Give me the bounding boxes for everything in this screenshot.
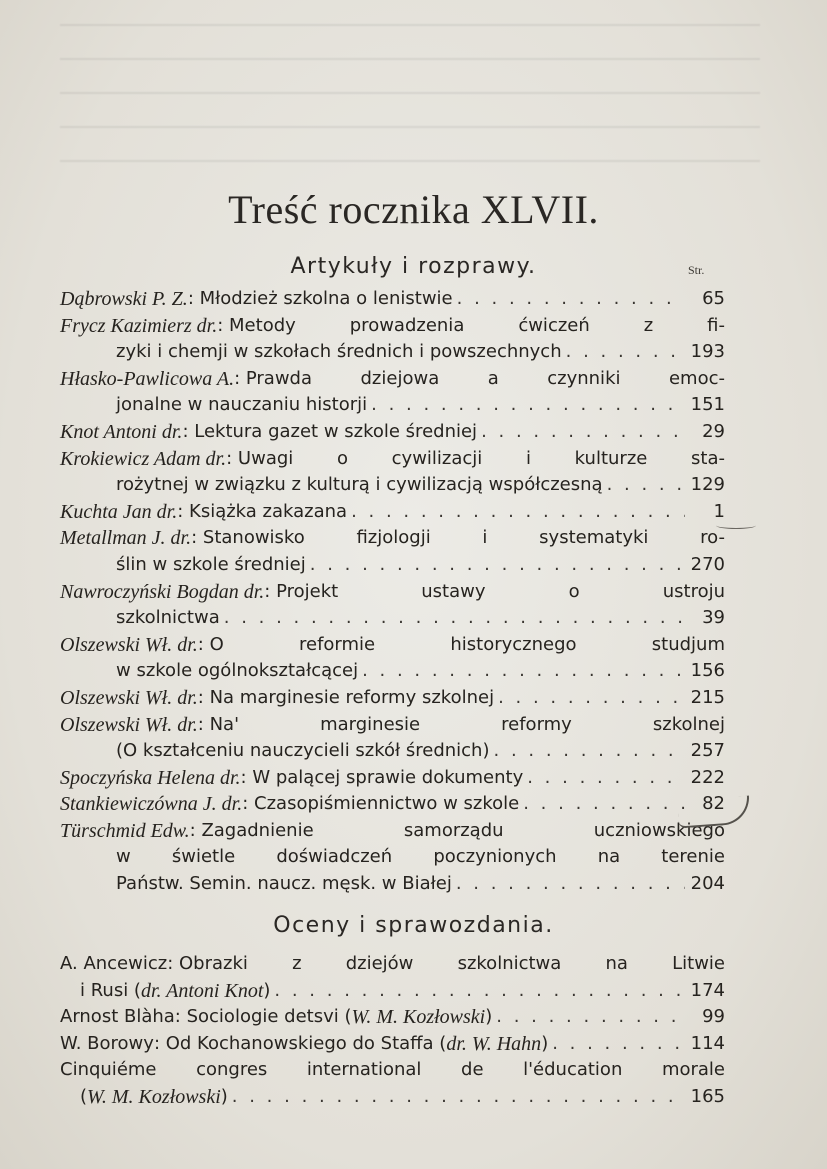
author-separator: : — [197, 713, 210, 735]
entry-title: Młodzież szkolna o lenistwie — [199, 288, 453, 309]
author-separator: : — [242, 793, 255, 815]
toc-entry — [60, 525, 725, 578]
toc-line — [60, 446, 725, 473]
bleed-through-text — [60, 0, 760, 170]
toc-entry — [60, 1031, 725, 1058]
toc-line — [60, 1004, 725, 1031]
entry-title: rożytnej w związku z kulturą i cywilizacją współczesną — [116, 474, 603, 496]
reviews-list — [60, 951, 725, 1111]
page-number: 204 — [690, 873, 725, 895]
dot-leader — [347, 499, 685, 526]
toc-line — [60, 818, 725, 845]
entry-author: Olszewski Wł. dr. — [60, 686, 198, 709]
page-number: 1 — [713, 500, 725, 522]
dot-leader — [562, 339, 685, 366]
toc-entry — [60, 286, 725, 313]
author-separator: : — [182, 420, 195, 442]
page-column-label: Str. — [688, 263, 705, 277]
toc-line — [60, 419, 725, 446]
dot-leader — [453, 286, 685, 313]
author-separator: : — [187, 288, 200, 309]
page-number: 222 — [690, 766, 725, 788]
author-separator: : — [240, 766, 253, 788]
author-separator: : — [197, 633, 210, 655]
page-number: 39 — [702, 607, 725, 629]
entry-title: O reformie historycznego studjum — [209, 633, 725, 655]
toc-line — [60, 605, 725, 632]
entry-title: ) — [485, 1006, 493, 1028]
entry-title: Lektura gazet w szkole średniej — [194, 420, 478, 442]
toc-line — [60, 1057, 725, 1084]
entry-author: Olszewski Wł. dr. — [60, 713, 198, 736]
toc-line — [60, 579, 725, 606]
dot-leader — [270, 978, 684, 1005]
page-number: 174 — [690, 979, 725, 1001]
toc-line — [60, 765, 725, 792]
toc-line — [60, 978, 725, 1005]
toc-entry — [60, 419, 725, 446]
dot-leader — [358, 658, 685, 685]
toc-line — [60, 685, 725, 712]
page-number: 82 — [702, 793, 725, 815]
toc-line — [60, 366, 725, 393]
author-separator: : — [191, 527, 203, 549]
entry-author: Nawroczyński Bogdan dr. — [60, 580, 265, 603]
entry-author: Hłasko-Pawlicowa A. — [60, 367, 235, 390]
dot-leader — [490, 738, 685, 765]
entry-title: ) — [263, 979, 271, 1001]
dot-leader — [477, 419, 685, 446]
author-separator: : — [197, 686, 210, 708]
entry-author: Arnost Blàha — [60, 1006, 175, 1028]
entry-title: Metody prowadzenia ćwiczeń z fi- — [229, 314, 725, 336]
entry-title: Prawda dziejowa a czynniki emoc- — [245, 367, 725, 389]
toc-entry — [60, 791, 725, 818]
entry-title: ( — [80, 1085, 88, 1107]
entry-title: jonalne w nauczaniu historji — [116, 394, 368, 416]
toc-line — [60, 712, 725, 739]
page-number: 257 — [690, 740, 725, 762]
toc-line — [60, 525, 725, 552]
entry-author: Dąbrowski P. Z. — [60, 288, 188, 310]
entry-title: Obrazki z dziejów szkolnictwa na Litwie — [179, 953, 725, 974]
pencil-mark — [677, 796, 751, 829]
entry-title: szkolnictwa — [116, 607, 220, 629]
entry-author: Kuchta Jan dr. — [60, 500, 178, 523]
toc-entry — [60, 632, 725, 685]
entry-title: zyki i chemji w szkołach średnich i powszechnych — [116, 341, 562, 363]
dot-leader — [494, 685, 685, 712]
toc-line — [60, 472, 725, 499]
entry-title: Książka zakazana — [189, 500, 348, 522]
entry-title: w szkole ogólnokształcącej — [116, 660, 359, 682]
page-number: 65 — [702, 288, 725, 309]
author-separator: : — [177, 500, 190, 522]
entry-author: Spoczyńska Helena dr. — [60, 766, 241, 789]
dot-leader — [519, 791, 685, 818]
entry-title: W palącej sprawie dokumenty — [252, 766, 524, 788]
entry-title: i Rusi ( — [80, 979, 141, 1001]
dot-leader — [452, 871, 685, 898]
toc-entry — [60, 366, 725, 419]
toc-line — [60, 1084, 725, 1111]
entry-author: Knot Antoni dr. — [60, 420, 183, 443]
entry-title: Zagadnienie samorządu uczniowskiego — [201, 819, 725, 841]
entry-title: (O kształceniu nauczycieli szkół średnich) — [116, 740, 490, 762]
entry-author: W. Borowy — [60, 1032, 154, 1054]
toc-line — [60, 1031, 725, 1058]
page-number: 99 — [702, 1006, 725, 1028]
toc-line — [60, 632, 725, 659]
reviews-heading: Oceny i sprawozdania. — [273, 913, 554, 938]
entry-title: Stanowisko fizjologji i systematyki ro- — [202, 527, 725, 549]
dot-leader — [548, 1031, 684, 1058]
entry-title: ślin w szkole średniej — [116, 553, 306, 575]
page-title: Treść rocznika XLVII. — [228, 187, 599, 232]
author-separator: : — [264, 580, 277, 602]
toc-line — [60, 844, 725, 871]
author-separator: : — [153, 1032, 166, 1054]
entry-title: ) — [220, 1085, 228, 1107]
author-separator: : — [217, 314, 230, 336]
dot-leader — [220, 605, 685, 632]
entry-title: w świetle doświadczeń poczynionych na terenie — [116, 846, 725, 868]
page-number: 29 — [702, 420, 725, 442]
toc-entry — [60, 499, 725, 526]
dot-leader — [603, 472, 685, 499]
toc-line — [60, 392, 725, 419]
toc-line — [60, 499, 725, 526]
page-number: 270 — [690, 553, 725, 575]
entry-title: Projekt ustawy o ustroju — [276, 580, 725, 602]
entry-title: Cinquiéme congres international de l'éducation morale — [60, 1059, 725, 1081]
toc-entry — [60, 1057, 725, 1110]
entry-author: Olszewski Wł. dr. — [60, 633, 198, 656]
entry-title: Na marginesie reformy szkolnej — [209, 686, 495, 708]
dot-leader — [523, 765, 684, 792]
reviewer-name: dr. W. Hahn — [446, 1032, 542, 1055]
entry-author: Frycz Kazimierz dr. — [60, 314, 218, 337]
page-number: 156 — [690, 660, 725, 682]
entry-author: Metallman J. dr. — [60, 527, 192, 550]
toc-line — [60, 738, 725, 765]
toc-entry — [60, 313, 725, 366]
dot-leader — [228, 1084, 685, 1111]
reviewer-name: W. M. Kozłowski — [351, 1006, 486, 1029]
pencil-mark — [716, 522, 756, 529]
page-number: 215 — [690, 686, 725, 708]
entry-title: ) — [541, 1032, 549, 1054]
entry-title: Na' marginesie reformy szkolnej — [209, 713, 725, 735]
toc-line — [60, 313, 725, 340]
reviewer-name: dr. Antoni Knot — [140, 979, 264, 1002]
toc-entry — [60, 818, 725, 898]
page-number: 114 — [690, 1032, 725, 1054]
toc-line — [60, 339, 725, 366]
entry-author: A. Ancewicz — [60, 953, 168, 974]
toc-entry — [60, 1004, 725, 1031]
entry-author: Türschmid Edw. — [60, 819, 190, 842]
author-separator: : — [167, 953, 179, 974]
toc-line — [60, 791, 725, 818]
entry-author: Stankiewiczówna J. dr. — [60, 793, 243, 816]
author-separator: : — [174, 1006, 187, 1028]
author-separator: : — [189, 819, 202, 841]
entry-author: Krokiewicz Adam dr. — [60, 447, 227, 470]
page-number: 165 — [690, 1085, 725, 1107]
author-separator: : — [226, 447, 238, 469]
articles-heading: Artykuły i rozprawy. — [290, 254, 537, 279]
entry-title: Od Kochanowskiego do Staffa ( — [165, 1032, 447, 1054]
page-number: 129 — [690, 474, 725, 496]
dot-leader — [306, 552, 685, 579]
entry-title: Czasopiśmiennictwo w szkole — [254, 793, 520, 815]
toc-line — [60, 552, 725, 579]
entry-title: Uwagi o cywilizacji i kulturze sta- — [237, 447, 725, 469]
dot-leader — [367, 392, 685, 419]
toc-entry — [60, 579, 725, 632]
page-number: 193 — [690, 341, 725, 363]
toc-entry — [60, 765, 725, 792]
entry-title: Sociologie detsvi ( — [186, 1006, 352, 1028]
dot-leader — [492, 1004, 685, 1031]
toc-entry — [60, 685, 725, 712]
page-number: 151 — [690, 394, 725, 416]
toc-line — [60, 286, 725, 313]
toc-entry — [60, 712, 725, 765]
toc-line — [60, 951, 725, 978]
entry-title: Państw. Semin. naucz. męsk. w Białej — [116, 873, 452, 895]
toc-line — [60, 658, 725, 685]
toc-entry — [60, 951, 725, 1004]
toc-line — [60, 871, 725, 898]
author-separator: : — [234, 367, 246, 389]
reviewer-name: W. M. Kozłowski — [87, 1085, 221, 1108]
toc-entry — [60, 446, 725, 499]
articles-list — [60, 286, 725, 898]
